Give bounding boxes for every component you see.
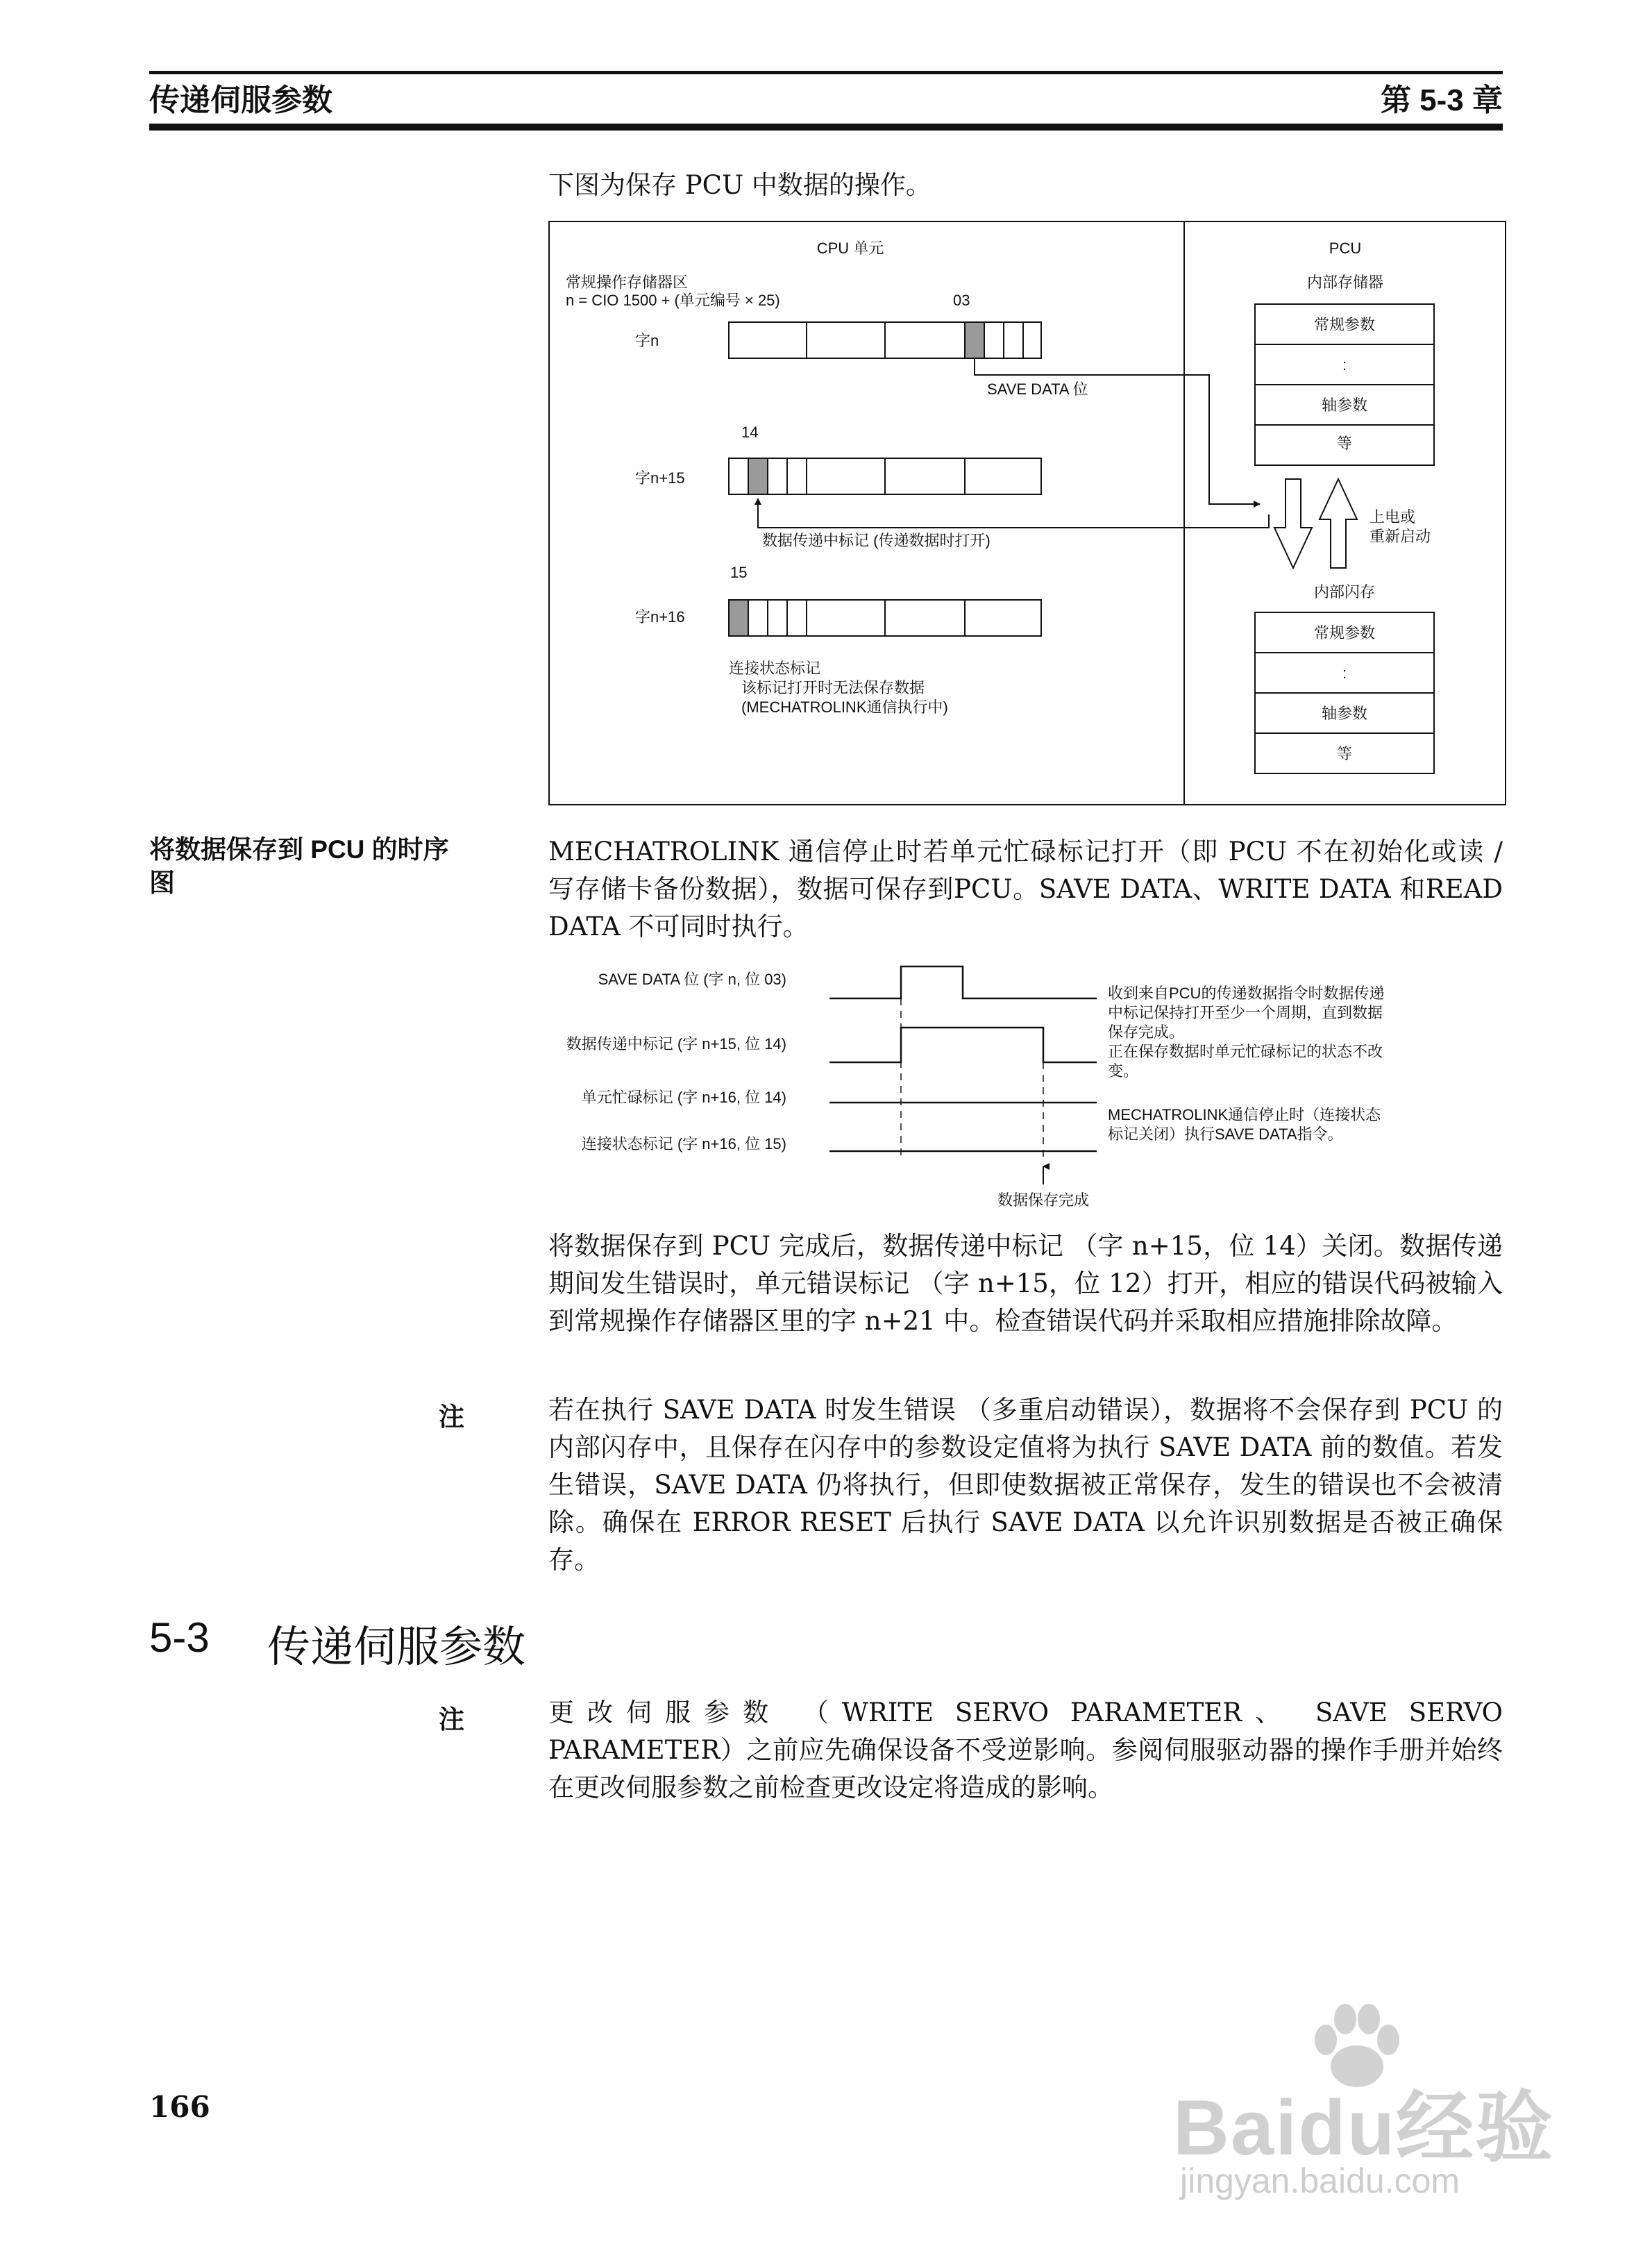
internal-flash-label: 内部闪存 xyxy=(1313,583,1376,601)
signal-busy-label: 单元忙碌标记 (字 n+16, 位 14) xyxy=(581,1089,786,1106)
restart-label: 重新启动 xyxy=(1369,528,1431,545)
note1-label: 注 xyxy=(439,1401,464,1432)
timing-note1-line2: 中标记保持打开至少一个周期，直到数据 xyxy=(1108,1004,1383,1021)
timing-side-heading-line2: 图 xyxy=(149,869,175,897)
timing-note1-line5: 变。 xyxy=(1108,1062,1139,1080)
intro-text: 下图为保存 PCU 中数据的操作。 xyxy=(548,170,932,200)
after-save-para: 将数据保存到 PCU 完成后，数据传递中标记 （字 n+15，位 14）关闭。数据传递期间发生错误时，单元错误标记 （字 n+15，位 12）打开，相应的错误代码被输入到常规操作存储器区里的字 n+21 中。检查错误代码并采取相应措施排除故障。 xyxy=(548,1231,1503,1336)
transfer-flag-label: 数据传递中标记 (传递数据时打开) xyxy=(762,532,991,549)
flash-row-general: 常规参数 xyxy=(1313,624,1376,642)
mem-row-general: 常规参数 xyxy=(1313,316,1376,333)
signal-connection-label: 连接状态标记 (字 n+16, 位 15) xyxy=(581,1135,786,1153)
timing-intro-para: MECHATROLINK 通信停止时若单元忙碌标记打开（即 PCU 不在初始化或读 / 写存储卡备份数据），数据可保存到PCU。SAVE DATA、WRITE DATA 和READ DATA 不可同时执行。 xyxy=(548,837,1503,941)
timing-side-heading xyxy=(149,833,475,900)
bit-14-label: 14 xyxy=(741,424,759,441)
signal-transfer-label: 数据传递中标记 (字 n+15, 位 14) xyxy=(566,1035,786,1053)
transfer-flag-arrow xyxy=(758,499,1269,528)
watermark-brand: Baidu经验 xyxy=(1173,2084,1555,2171)
note2-label: 注 xyxy=(439,1704,464,1734)
header-chapter: 第 5-3 章 xyxy=(1380,83,1503,117)
timing-note1-line4: 正在保存数据时单元忙碌标记的状态不改 xyxy=(1108,1043,1383,1060)
timing-side-heading-line1: 将数据保存到 PCU 的时序 xyxy=(149,835,449,864)
timing-note1-line1: 收到来自PCU的传递数据指令时数据传递 xyxy=(1108,985,1385,1002)
signal-transfer-wave xyxy=(829,1028,1097,1062)
save-complete-label: 数据保存完成 xyxy=(997,1191,1090,1209)
word-n16-register xyxy=(729,600,1041,636)
word-n-register xyxy=(729,322,1041,358)
word-n15-register xyxy=(729,458,1041,494)
up-arrow-icon xyxy=(1320,479,1357,568)
power-on-label: 上电或 xyxy=(1369,508,1416,526)
mem-row-ellipsis: : xyxy=(1342,356,1347,374)
save-data-bit-label: SAVE DATA 位 xyxy=(987,380,1088,398)
conn-status-desc: 该标记打开时无法保存数据 xyxy=(741,679,925,696)
bit-15-label: 15 xyxy=(730,564,748,581)
timing-note2-line2: 标记关闭）执行SAVE DATA指令。 xyxy=(1108,1125,1343,1143)
note2-text: 更改伺服参数 （WRITE SERVO PARAMETER、 SAVE SERVO PARAMETER）之前应先确保设备不受逆影响。参阅伺服驱动器的操作手册并始终在更改伺服参数之前检查更改设定将造成的影响。 xyxy=(548,1698,1503,1802)
word-n-label: 字n xyxy=(635,332,659,349)
bit-03-label: 03 xyxy=(953,292,970,309)
flash-row-etc: 等 xyxy=(1336,745,1353,762)
section-title: 传递伺服参数 xyxy=(267,1623,526,1671)
conn-status-label: 连接状态标记 xyxy=(729,660,821,677)
header-top-rule xyxy=(149,71,1503,74)
signal-save-data-wave xyxy=(829,966,1097,998)
timing-chart xyxy=(548,958,1506,1215)
watermark-logo xyxy=(1173,2000,1562,2208)
memory-area-formula: n = CIO 1500 + (单元编号 × 25) xyxy=(566,292,780,309)
internal-memory-label: 内部存储器 xyxy=(1306,274,1384,291)
signal-save-data-label: SAVE DATA 位 (字 n, 位 03) xyxy=(598,971,786,988)
conn-status-note: (MECHATROLINK通信执行中) xyxy=(741,698,948,716)
mem-row-etc: 等 xyxy=(1336,435,1353,452)
section-number: 5-3 xyxy=(149,1614,210,1661)
header-bottom-rule xyxy=(149,124,1503,131)
pcu-save-diagram xyxy=(548,221,1506,805)
page-number: 166 xyxy=(149,2090,210,2124)
word-n15-label: 字n+15 xyxy=(635,469,685,487)
down-arrow-icon xyxy=(1274,479,1312,568)
timing-note1-line3: 保存完成。 xyxy=(1108,1023,1185,1041)
mem-row-axis: 轴参数 xyxy=(1321,396,1368,414)
header-title: 传递伺服参数 xyxy=(149,83,332,117)
flash-row-ellipsis: : xyxy=(1342,664,1347,682)
note1-text: 若在执行 SAVE DATA 时发生错误 （多重启动错误），数据将不会保存到 PCU 的内部闪存中，且保存在闪存中的参数设定值将为执行 SAVE DATA 前的数值。若发生错误，SAVE DATA 仍将执行，但即使数据被正常保存，发生的错误也不会被清除。确保在 ERROR RESET 后执行 SAVE DATA 以允许识别数据是否被正确保存。 xyxy=(548,1395,1503,1575)
cpu-unit-title: CPU 单元 xyxy=(816,240,884,257)
timing-note2-line1: MECHATROLINK通信停止时（连接状态 xyxy=(1108,1106,1381,1123)
pcu-title: PCU xyxy=(1329,240,1362,257)
flash-row-axis: 轴参数 xyxy=(1321,705,1368,722)
word-n16-label: 字n+16 xyxy=(635,608,685,626)
memory-area-label: 常规操作存储器区 xyxy=(566,274,689,291)
watermark-url: jingyan.baidu.com xyxy=(1180,2161,1460,2200)
